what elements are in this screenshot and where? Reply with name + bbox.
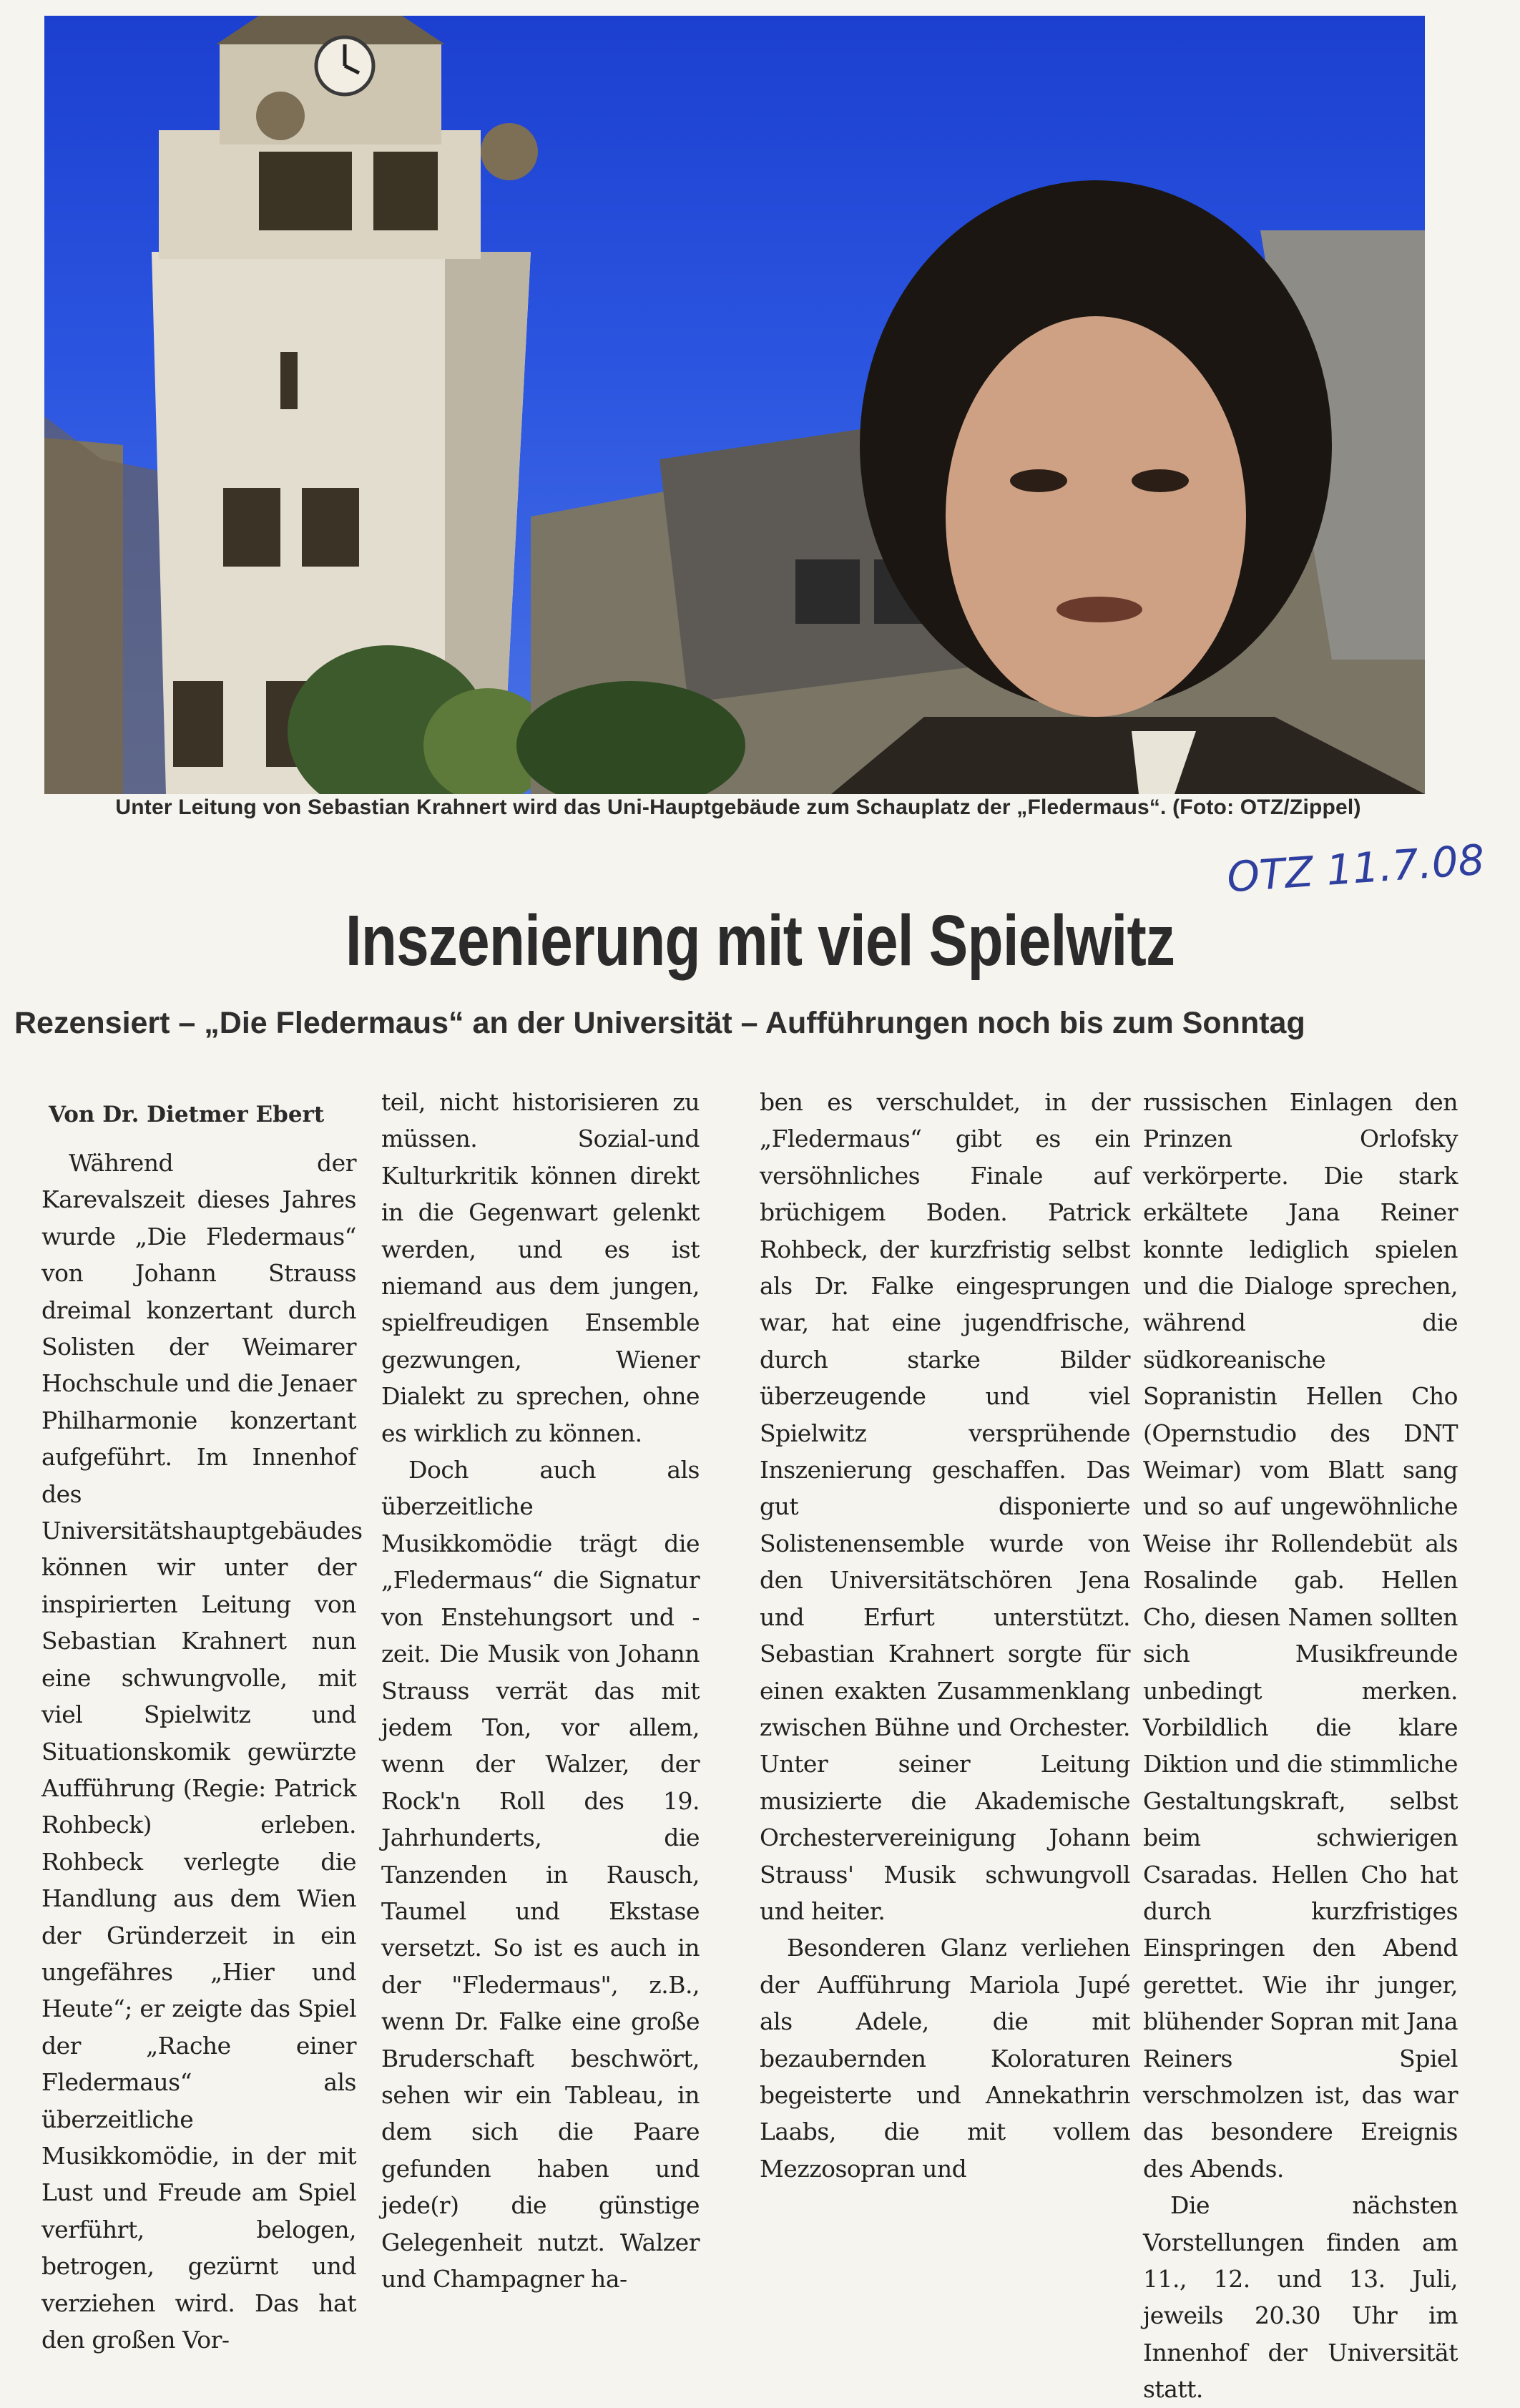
article-column-1 bbox=[41, 1145, 363, 2358]
photo-caption: Unter Leitung von Sebastian Krahnert wird das Uni-Hauptgebäude zum Schauplatz der „Fledermaus“. (Foto: OTZ/Zippel) bbox=[115, 796, 1361, 819]
paragraph: Doch auch als überzeitliche Musikkomödie trägt die „Fledermaus“ die Signatur von Enstehungsort und -zeit. Die Musik von Johann Strauss verrät das mit jedem Ton, vor allem, wenn der Walzer, der Rock'n Roll des 19. Jahrhunderts, die Tanzenden in Rausch, Taumel und Ekstase versetzt. So ist es auch in der "Fledermaus", z.B., wenn Dr. Falke eine große Bruderschaft beschwört, sehen wir ein Tableau, in dem sich die Paare gefunden haben und jede(r) die günstige Gelegenheit nutzt. Walzer und Champagner ha- bbox=[381, 1456, 700, 2293]
article-column-4 bbox=[1143, 1084, 1458, 2408]
handwritten-date-note: OTZ 11.7.08 bbox=[1225, 835, 1486, 902]
paragraph: russischen Einlagen den Prinzen Orlofsky verkörperte. Die stark erkältete Jana Reiner konnte lediglich spielen und die Dialoge sprechen, während die südkoreanische Sopranistin Hellen Cho (Opernstudio des DNT Weimar) vom Blatt sang und so auf ungewöhnliche Weise ihr Rollendebüt als Rosalinde gab. Hellen Cho, diesen Namen sollten sich Musikfreunde unbedingt merken. Vorbildlich die klare Diktion und die stimmliche Gestaltungskraft, selbst beim schwierigen Csaradas. Hellen Cho hat durch kurzfristiges Einspringen den Abend gerettet. Wie ihr junger, blühender Sopran mit Jana Reiners Spiel verschmolzen ist, das war das besondere Ereignis des Abends. bbox=[1143, 1088, 1458, 2183]
headline: Inszenierung mit viel Spielwitz bbox=[345, 901, 1175, 981]
subheadline: Rezensiert – „Die Fledermaus“ an der Universität – Aufführungen noch bis zum Sonntag bbox=[14, 1006, 1305, 1040]
article-photo bbox=[44, 16, 1425, 794]
paragraph: Besonderen Glanz verliehen der Aufführung Mariola Jupé als Adele, die mit bezaubernden Koloraturen begeisterte und Annekathrin Laabs, die mit vollem Mezzosopran und bbox=[760, 1934, 1130, 2183]
byline: Von Dr. Dietmer Ebert bbox=[49, 1102, 325, 1127]
paragraph: teil, nicht historisieren zu müssen. Sozial-und Kulturkritik können direkt in die Gegenwart gelenkt werden, und es ist niemand aus dem jungen, spielfreudigen Ensemble gezwungen, Wiener Dialekt zu sprechen, ohne es wirklich zu können. bbox=[381, 1088, 700, 1447]
paragraph: Die nächsten Vorstellungen finden am 11., 12. und 13. Juli, jeweils 20.30 Uhr im Innenhof der Universität statt. bbox=[1143, 2191, 1458, 2404]
photo-illustration bbox=[44, 16, 1425, 794]
paragraph: Während der Karevalszeit dieses Jahres wurde „Die Fledermaus“ von Johann Strauss dreimal konzertant durch Solisten der Weimarer Hochschule und die Jenaer Philharmonie konzertant aufgeführt. Im Innenhof des Universitätshauptgebäudes können wir unter der inspirierten Leitung von Sebastian Krahnert nun eine schwungvolle, mit viel Spielwitz und Situationskomik gewürzte Aufführung (Regie: Patrick Rohbeck) erleben. Rohbeck verlegte die Handlung aus dem Wien der Gründerzeit in ein ungefähres „Hier und Heute“; er zeigte das Spiel der „Rache einer Fledermaus“ als überzeitliche Musikkomödie, in der mit Lust und Freude am Spiel verführt, belogen, betrogen, gezürnt und verziehen wird. Das hat den großen Vor- bbox=[41, 1149, 363, 2354]
article-column-3 bbox=[760, 1084, 1130, 2187]
paragraph: ben es verschuldet, in der „Fledermaus“ gibt es ein versöhnliches Finale auf brüchigem Boden. Patrick Rohbeck, der kurzfristig selbst als Dr. Falke eingesprungen war, hat eine jugendfrische, durch starke Bilder überzeugende und viel Spielwitz versprühende Inszenierung geschaffen. Das gut disponierte Solistenensemble wurde von den Universitätschören Jena und Erfurt unterstützt. Sebastian Krahnert sorgte für einen exakten Zusammenklang zwischen Bühne und Orchester. Unter seiner Leitung musizierte die Akademische Orchestervereinigung Johann Strauss' Musik schwungvoll und heiter. bbox=[760, 1088, 1130, 1925]
article-column-2 bbox=[381, 1084, 700, 2297]
